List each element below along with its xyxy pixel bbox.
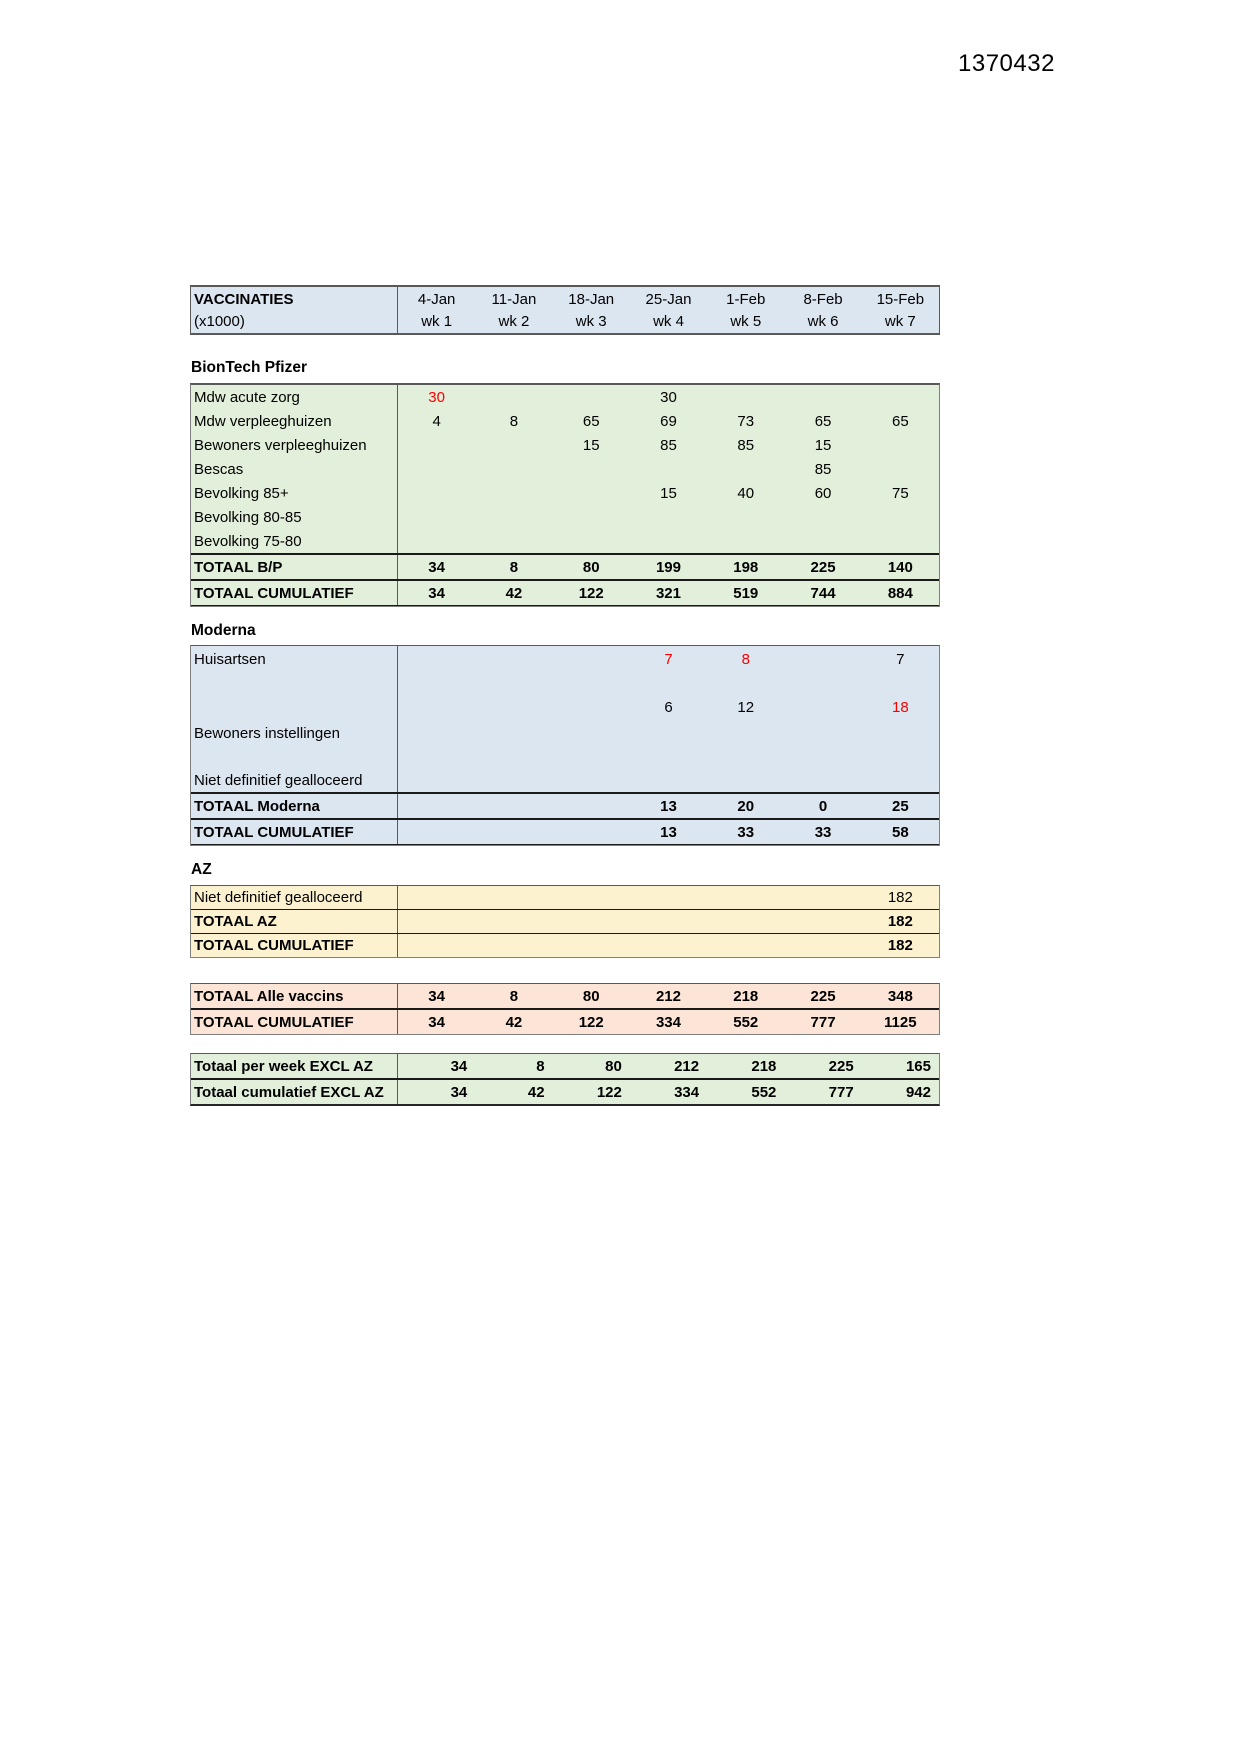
row-label bbox=[191, 746, 398, 768]
value-cell: 122 bbox=[578, 584, 604, 602]
value-cell bbox=[553, 481, 630, 505]
table-row bbox=[191, 1054, 939, 1078]
value-cell: 212 bbox=[674, 1057, 700, 1075]
value-cell bbox=[553, 934, 630, 957]
value-cell bbox=[475, 794, 552, 818]
value-cell: 75 bbox=[891, 484, 909, 502]
value-cell bbox=[707, 672, 784, 694]
table-row bbox=[191, 886, 939, 909]
value-cell: 34 bbox=[428, 558, 445, 576]
value-cell: 30 bbox=[660, 388, 677, 406]
table-row bbox=[191, 529, 939, 553]
value-cell: 225 bbox=[828, 1057, 854, 1075]
value-cell: 42 bbox=[505, 1013, 523, 1031]
value-cell bbox=[630, 672, 707, 694]
value-cell bbox=[784, 886, 861, 909]
doc-number: 1370432 bbox=[958, 50, 1055, 77]
table-row bbox=[191, 1078, 939, 1104]
value-cell bbox=[862, 457, 939, 481]
value-cell: 15 bbox=[814, 436, 832, 454]
value-cell bbox=[630, 768, 707, 792]
value-cell: 69 bbox=[660, 412, 677, 430]
value-cell: 777 bbox=[828, 1083, 854, 1101]
value-cell: 65 bbox=[814, 412, 832, 430]
row-label bbox=[191, 694, 398, 720]
value-cell bbox=[784, 672, 861, 694]
section-title-az: AZ bbox=[191, 861, 212, 878]
value-cell: 8 bbox=[509, 558, 519, 576]
value-cell: 60 bbox=[814, 484, 832, 502]
value-cell: 942 bbox=[905, 1083, 931, 1101]
value-cell: 519 bbox=[733, 584, 759, 602]
value-cell bbox=[630, 886, 707, 909]
value-cell: 25 bbox=[891, 797, 909, 815]
value-cell bbox=[862, 768, 939, 792]
value-cell bbox=[630, 505, 707, 529]
row-label: Mdw verpleeghuizen bbox=[191, 409, 398, 433]
header-week-column: 15-Feb wk 7 bbox=[876, 291, 925, 330]
value-cell: 334 bbox=[674, 1083, 700, 1101]
value-cell bbox=[475, 694, 552, 720]
value-cell bbox=[707, 910, 784, 933]
value-cell bbox=[862, 672, 939, 694]
value-cell: 42 bbox=[527, 1083, 545, 1101]
value-cell: 33 bbox=[814, 823, 832, 841]
value-cell bbox=[475, 481, 552, 505]
value-cell: 218 bbox=[751, 1057, 777, 1075]
value-cell: 884 bbox=[887, 584, 913, 602]
value-cell: 80 bbox=[582, 558, 600, 576]
value-cell bbox=[707, 529, 784, 553]
value-cell: 8 bbox=[509, 412, 519, 430]
table-row bbox=[191, 768, 939, 792]
value-cell bbox=[707, 505, 784, 529]
table-row bbox=[191, 646, 939, 672]
header-week-column: 4-Jan wk 1 bbox=[417, 291, 456, 330]
header-week-column: 18-Jan wk 3 bbox=[568, 291, 615, 330]
row-label: Niet definitief gealloceerd bbox=[191, 768, 398, 792]
value-cell: 15 bbox=[582, 436, 600, 454]
value-cell bbox=[553, 529, 630, 553]
value-cell bbox=[398, 646, 475, 672]
section-title-moderna: Moderna bbox=[191, 622, 256, 639]
value-cell: 334 bbox=[655, 1013, 681, 1031]
value-cell: 18 bbox=[891, 698, 909, 716]
value-cell: 58 bbox=[891, 823, 909, 841]
value-cell: 12 bbox=[737, 698, 755, 716]
value-cell: 165 bbox=[905, 1057, 931, 1075]
table-subtitle: (x1000) bbox=[194, 313, 245, 330]
value-cell bbox=[398, 672, 475, 694]
table-row bbox=[191, 694, 939, 720]
value-cell: 552 bbox=[733, 1013, 759, 1031]
value-cell: 348 bbox=[887, 987, 913, 1005]
value-cell: 182 bbox=[887, 889, 913, 906]
table-row bbox=[191, 553, 939, 579]
table-row bbox=[191, 746, 939, 768]
table-row bbox=[191, 672, 939, 694]
value-cell bbox=[398, 529, 475, 553]
table-row bbox=[191, 818, 939, 845]
value-cell: 182 bbox=[887, 937, 913, 954]
value-cell bbox=[398, 746, 475, 768]
value-cell bbox=[553, 720, 630, 746]
value-cell: 85 bbox=[814, 460, 832, 478]
value-cell bbox=[707, 385, 784, 409]
value-cell bbox=[784, 385, 861, 409]
value-cell bbox=[553, 794, 630, 818]
value-cell bbox=[630, 746, 707, 768]
row-label: TOTAAL Moderna bbox=[191, 794, 398, 818]
value-cell: 4 bbox=[432, 412, 441, 430]
value-cell bbox=[475, 672, 552, 694]
value-cell bbox=[398, 910, 475, 933]
value-cell: 34 bbox=[428, 987, 445, 1005]
value-cell: 7 bbox=[896, 650, 905, 668]
value-cell bbox=[630, 934, 707, 957]
value-cell bbox=[398, 505, 475, 529]
table-totaal-alle-vaccins bbox=[190, 983, 940, 1035]
value-cell bbox=[475, 768, 552, 792]
value-cell bbox=[553, 457, 630, 481]
row-label: TOTAAL CUMULATIEF bbox=[191, 1010, 398, 1034]
row-label: TOTAAL Alle vaccins bbox=[191, 984, 398, 1008]
value-cell bbox=[784, 646, 861, 672]
table-row bbox=[191, 433, 939, 457]
row-label: TOTAAL AZ bbox=[191, 910, 398, 933]
value-cell bbox=[398, 820, 475, 844]
value-cell: 182 bbox=[887, 913, 913, 930]
table-row bbox=[191, 409, 939, 433]
value-cell: 218 bbox=[733, 987, 759, 1005]
value-cell bbox=[707, 768, 784, 792]
value-cell bbox=[553, 505, 630, 529]
value-cell: 0 bbox=[818, 797, 828, 815]
value-cell bbox=[553, 886, 630, 909]
value-cell bbox=[784, 529, 861, 553]
row-label: Totaal per week EXCL AZ bbox=[191, 1054, 398, 1078]
value-cell: 13 bbox=[660, 797, 677, 815]
header-week-column: 1-Feb wk 5 bbox=[726, 291, 766, 330]
value-cell: 199 bbox=[655, 558, 681, 576]
value-cell bbox=[553, 694, 630, 720]
value-cell: 33 bbox=[737, 823, 755, 841]
table-title: VACCINATIES bbox=[194, 291, 294, 308]
value-cell bbox=[630, 529, 707, 553]
table-az bbox=[190, 885, 940, 958]
value-cell: 7 bbox=[664, 650, 673, 668]
value-cell bbox=[398, 768, 475, 792]
value-cell bbox=[784, 768, 861, 792]
value-cell: 73 bbox=[737, 412, 755, 430]
row-label: Bevolking 85+ bbox=[191, 481, 398, 505]
value-cell bbox=[862, 720, 939, 746]
value-cell bbox=[630, 457, 707, 481]
value-cell bbox=[630, 910, 707, 933]
value-cell bbox=[553, 646, 630, 672]
value-cell bbox=[475, 910, 552, 933]
header-week-columns bbox=[398, 287, 939, 333]
row-label: TOTAAL CUMULATIEF bbox=[191, 581, 398, 605]
table-row bbox=[191, 457, 939, 481]
value-cell bbox=[862, 433, 939, 457]
value-cell: 552 bbox=[751, 1083, 777, 1101]
value-cell bbox=[707, 934, 784, 957]
table-row bbox=[191, 720, 939, 746]
value-cell: 140 bbox=[887, 558, 913, 576]
value-cell bbox=[475, 505, 552, 529]
value-cell: 34 bbox=[428, 584, 445, 602]
value-cell bbox=[784, 694, 861, 720]
value-cell bbox=[630, 720, 707, 746]
value-cell bbox=[707, 720, 784, 746]
value-cell bbox=[553, 768, 630, 792]
table-row bbox=[191, 792, 939, 818]
row-label: Bevolking 75-80 bbox=[191, 529, 398, 553]
value-cell bbox=[475, 385, 552, 409]
value-cell: 321 bbox=[655, 584, 681, 602]
value-cell bbox=[398, 457, 475, 481]
value-cell: 198 bbox=[733, 558, 759, 576]
value-cell bbox=[475, 529, 552, 553]
table-row bbox=[191, 984, 939, 1008]
row-label: Bevolking 80-85 bbox=[191, 505, 398, 529]
value-cell bbox=[784, 934, 861, 957]
value-cell bbox=[553, 385, 630, 409]
table-row bbox=[191, 1008, 939, 1034]
header-week-column: 25-Jan wk 4 bbox=[645, 291, 692, 330]
value-cell: 13 bbox=[660, 823, 677, 841]
value-cell bbox=[707, 746, 784, 768]
row-label: Bewoners verpleeghuizen bbox=[191, 433, 398, 457]
row-label: TOTAAL CUMULATIEF bbox=[191, 820, 398, 844]
table-row bbox=[191, 579, 939, 606]
value-cell: 85 bbox=[660, 436, 677, 454]
value-cell: 8 bbox=[741, 650, 750, 668]
value-cell bbox=[475, 720, 552, 746]
value-cell: 30 bbox=[428, 388, 445, 406]
table-moderna bbox=[190, 645, 940, 846]
value-cell bbox=[862, 529, 939, 553]
value-cell: 80 bbox=[582, 987, 600, 1005]
value-cell: 8 bbox=[536, 1057, 545, 1075]
value-cell: 34 bbox=[428, 1013, 445, 1031]
value-cell bbox=[475, 646, 552, 672]
value-cell: 20 bbox=[737, 797, 755, 815]
value-cell bbox=[707, 457, 784, 481]
value-cell bbox=[784, 746, 861, 768]
table-row bbox=[191, 481, 939, 505]
value-cell bbox=[553, 746, 630, 768]
table-biontech-pfizer bbox=[190, 383, 940, 607]
value-cell bbox=[784, 505, 861, 529]
row-label: Totaal cumulatief EXCL AZ bbox=[191, 1080, 398, 1104]
value-cell bbox=[475, 886, 552, 909]
header-week-column: 8-Feb wk 6 bbox=[803, 291, 843, 330]
value-cell: 744 bbox=[810, 584, 836, 602]
value-cell bbox=[862, 385, 939, 409]
value-cell: 65 bbox=[582, 412, 600, 430]
table-row bbox=[191, 909, 939, 933]
value-cell bbox=[784, 720, 861, 746]
section-title-biontech: BionTech Pfizer bbox=[191, 359, 307, 376]
value-cell: 777 bbox=[810, 1013, 836, 1031]
header-week-column: 11-Jan wk 2 bbox=[491, 291, 537, 330]
value-cell bbox=[475, 820, 552, 844]
value-cell: 225 bbox=[810, 987, 836, 1005]
value-cell bbox=[707, 886, 784, 909]
value-cell bbox=[784, 910, 861, 933]
value-cell: 1125 bbox=[884, 1013, 917, 1031]
row-label: Huisartsen bbox=[191, 646, 398, 672]
value-cell: 6 bbox=[664, 698, 673, 716]
value-cell bbox=[475, 746, 552, 768]
value-cell bbox=[553, 672, 630, 694]
table-row bbox=[191, 385, 939, 409]
value-cell bbox=[398, 433, 475, 457]
value-cell bbox=[475, 457, 552, 481]
value-cell bbox=[398, 720, 475, 746]
value-cell: 80 bbox=[605, 1057, 622, 1075]
value-cell: 225 bbox=[810, 558, 836, 576]
value-cell: 34 bbox=[450, 1083, 468, 1101]
value-cell bbox=[398, 886, 475, 909]
value-cell bbox=[398, 794, 475, 818]
row-label bbox=[191, 672, 398, 694]
row-label: Mdw acute zorg bbox=[191, 385, 398, 409]
value-cell bbox=[398, 481, 475, 505]
value-cell bbox=[862, 746, 939, 768]
value-cell bbox=[398, 934, 475, 957]
value-cell: 85 bbox=[737, 436, 755, 454]
table-totaal-excl-az bbox=[190, 1053, 940, 1106]
row-label: Bewoners instellingen bbox=[191, 720, 398, 746]
row-label: Bescas bbox=[191, 457, 398, 481]
value-cell bbox=[398, 694, 475, 720]
row-label: TOTAAL B/P bbox=[191, 555, 398, 579]
table-row bbox=[191, 933, 939, 957]
value-cell: 122 bbox=[596, 1083, 622, 1101]
table-row bbox=[191, 505, 939, 529]
value-cell: 65 bbox=[891, 412, 909, 430]
value-cell bbox=[553, 910, 630, 933]
vaccinations-header-table bbox=[190, 285, 940, 335]
value-cell bbox=[553, 820, 630, 844]
value-cell: 122 bbox=[578, 1013, 604, 1031]
value-cell: 42 bbox=[505, 584, 523, 602]
header-label-cell bbox=[191, 287, 398, 333]
value-cell bbox=[862, 505, 939, 529]
value-cell: 212 bbox=[655, 987, 681, 1005]
value-cell: 15 bbox=[660, 484, 677, 502]
row-label: Niet definitief gealloceerd bbox=[191, 886, 398, 909]
value-cell: 34 bbox=[450, 1057, 468, 1075]
value-cell: 8 bbox=[509, 987, 519, 1005]
value-cell bbox=[475, 433, 552, 457]
value-cell bbox=[475, 934, 552, 957]
value-cell: 40 bbox=[737, 484, 755, 502]
row-label: TOTAAL CUMULATIEF bbox=[191, 934, 398, 957]
